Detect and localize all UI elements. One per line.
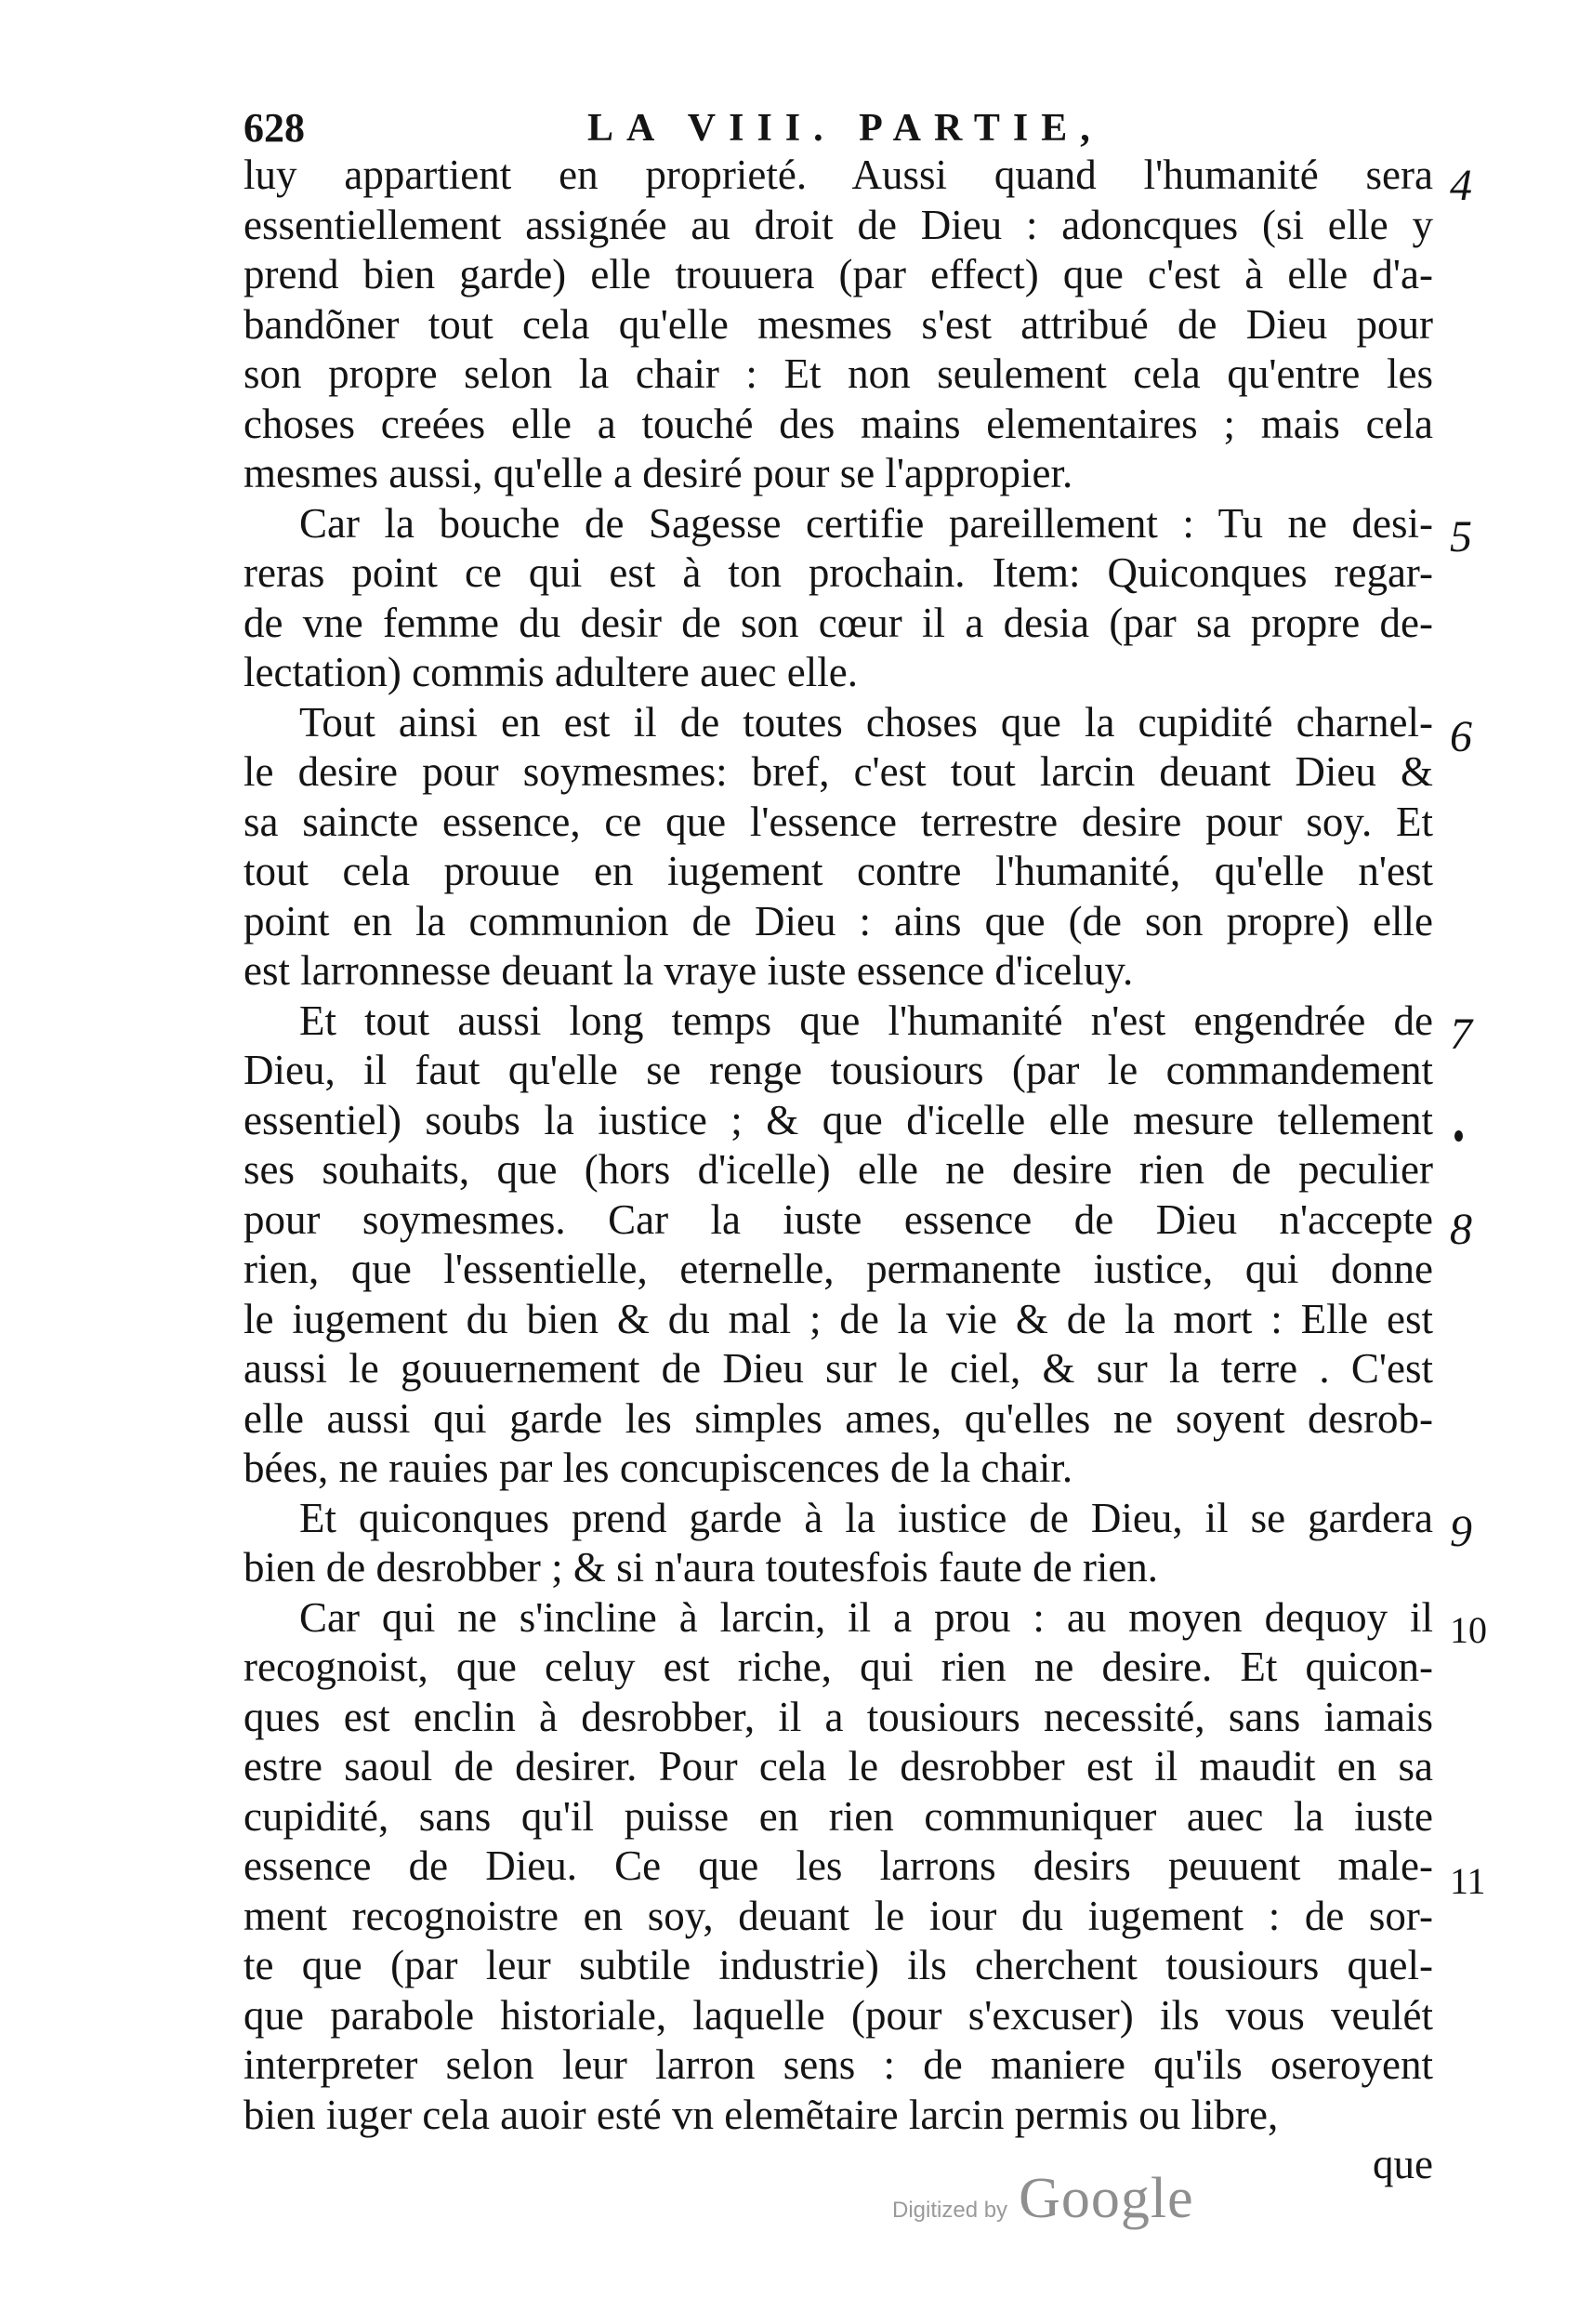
text-line: ment recognoistre en soy, deuant le iour du iugement : de sor- [243, 1892, 1433, 1939]
text-line: estre saoul de desirer. Pour cela le desrobber est il maudit en sa [243, 1743, 1433, 1789]
text-line: lectation) commis adultere auec elle. [243, 649, 858, 695]
text-line: mesmes aussi, qu'elle a desiré pour se l'appropier. [243, 450, 1073, 496]
text-line: le iugement du bien & du mal ; de la vie & de la mort : Elle est [243, 1295, 1433, 1342]
paragraph [243, 997, 1433, 1494]
margin-number-11: 11 [1450, 1860, 1486, 1902]
margin-number-5: 5 [1450, 512, 1472, 561]
text-line: que parabole historiale, laquelle (pour s'excuser) ils vous veulét [243, 1991, 1433, 2039]
text-line: rien, que l'essentielle, eternelle, permanente iustice, qui donne [243, 1246, 1433, 1292]
text-line: bandõner tout cela qu'elle mesmes s'est attribué de Dieu pour [243, 300, 1433, 348]
paragraph [243, 1494, 1433, 1593]
paragraph [243, 151, 1433, 499]
margin-number-10: 10 [1450, 1609, 1487, 1651]
text-line: interpreter selon leur larron sens : de maniere qu'ils oseroyent [243, 2041, 1433, 2088]
running-head: LA VIII. PARTIE, [587, 107, 1103, 150]
text-line: sa saincte essence, ce que l'essence terrestre desire pour soy. Et [243, 798, 1433, 845]
text-line: de vne femme du desir de son cœur il a desia (par sa propre de- [243, 599, 1433, 646]
text-line: son propre selon la chair : Et non seulement cela qu'entre les [243, 350, 1433, 397]
margin-number-7: 7 [1450, 1010, 1472, 1059]
text-line: Tout ainsi en est il de toutes choses que la cupidité charnel- [299, 698, 1433, 746]
text-line: point en la communion de Dieu : ains que (de son propre) elle [243, 897, 1433, 944]
text-line: ses souhaits, que (hors d'icelle) elle ne desire rien de peculier [243, 1146, 1433, 1193]
text-line: bien de desrobber ; & si n'aura toutesfois faute de rien. [243, 1544, 1159, 1591]
text-body [243, 151, 1433, 2190]
paragraph [243, 698, 1433, 997]
text-line: Dieu, il faut qu'elle se renge tousiours (par le commandement [243, 1047, 1433, 1093]
text-line: elle aussi qui garde les simples ames, qu'elles ne soyent desrob- [243, 1394, 1433, 1442]
text-line: tout cela prouue en iugement contre l'humanité, qu'elle n'est [243, 848, 1433, 894]
text-line: ques est enclin à desrobber, il a tousiours necessité, sans iamais [243, 1693, 1433, 1740]
text-line: Et tout aussi long temps que l'humanité n'est engendrée de [299, 997, 1433, 1044]
text-line: prend bien garde) elle trouuera (par effect) que c'est à elle d'a- [243, 251, 1433, 297]
text-line: reras point ce qui est à ton prochain. Item: Quiconques regar- [243, 549, 1433, 596]
text-line: Et quiconques prend garde à la iustice de Dieu, il se gardera [299, 1494, 1433, 1541]
margin-number-8: 8 [1450, 1205, 1472, 1254]
text-line: est larronnesse deuant la vraye iuste essence d'iceluy. [243, 947, 1134, 994]
text-line: Car la bouche de Sagesse certifie pareillement : Tu ne desi- [299, 499, 1433, 547]
text-line: essentiel) soubs la iustice ; & que d'icelle elle mesure tellement [243, 1096, 1433, 1143]
text-line: luy appartient en proprieté. Aussi quand l'humanité sera [243, 152, 1433, 198]
text-line: Car qui ne s'incline à larcin, il a prou : au moyen dequoy il [299, 1593, 1433, 1641]
page-number: 628 [243, 105, 305, 151]
digitized-by-google-watermark [892, 2166, 1194, 2232]
margin-number-6: 6 [1450, 712, 1472, 761]
paragraph [243, 499, 1433, 698]
margin-number-9: 9 [1450, 1507, 1472, 1556]
text-line: recognoist, que celuy est riche, qui rien ne desire. Et quicon- [243, 1644, 1433, 1690]
digitized-by-label: Digitized by [892, 2198, 1008, 2223]
text-line: cupidité, sans qu'il puisse en rien communiquer auec la iuste [243, 1792, 1433, 1840]
text-line: bien iuger cela auoir esté vn elemẽtaire larcin permis ou libre, [243, 2091, 1279, 2138]
text-line: aussi le gouuernement de Dieu sur le ciel, & sur la terre . C'est [243, 1345, 1433, 1392]
text-line: choses creées elle a touché des mains elementaires ; mais cela [243, 400, 1433, 447]
margin-number-4: 4 [1450, 161, 1472, 210]
google-logo: Google [1019, 2167, 1194, 2230]
margin-mark [1454, 1130, 1463, 1142]
paragraph [243, 1593, 1433, 2141]
text-line: essence de Dieu. Ce que les larrons desirs peuuent male- [243, 1842, 1433, 1889]
catchword: que [1373, 2141, 1433, 2187]
text-line: essentiellement assignée au droit de Dieu : adoncques (si elle y [243, 201, 1433, 248]
text-line: bées, ne rauies par les concupiscences de la chair. [243, 1445, 1073, 1491]
text-line: pour soymesmes. Car la iuste essence de Dieu n'accepte [243, 1195, 1433, 1243]
text-line: te que (par leur subtile industrie) ils cherchent tousiours quel- [243, 1942, 1433, 1988]
text-line: le desire pour soymesmes: bref, c'est tout larcin deuant Dieu & [243, 748, 1433, 795]
